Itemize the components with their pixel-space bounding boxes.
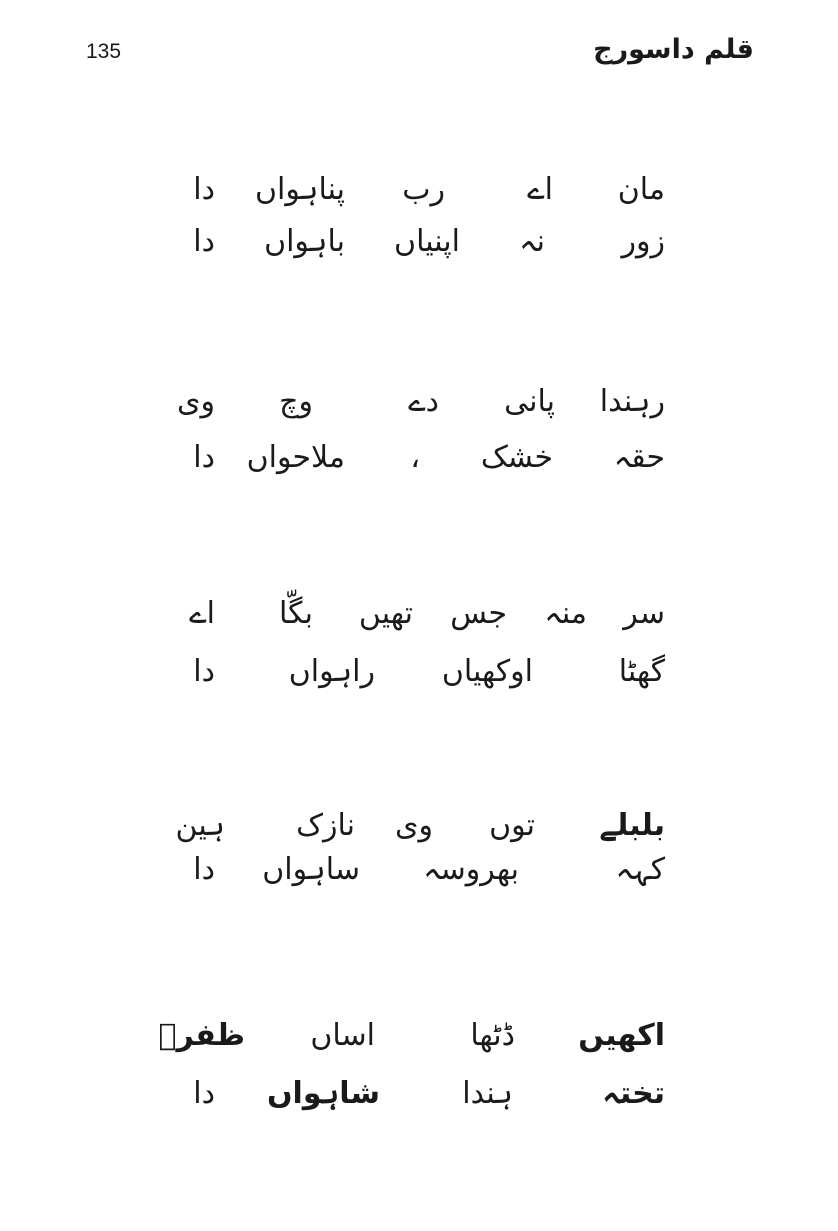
poem-word: زور [621,224,665,259]
poem-word: راہواں [288,654,375,689]
poem-word: دا [193,654,215,689]
poem-word: پانی [504,384,555,419]
poem-word: ، [410,440,420,475]
stanza-2-line-2 [180,434,665,482]
poem-word: مان [617,172,665,207]
poem-word: ملاحواں [246,440,345,475]
stanza-1-line-1 [180,166,665,214]
poem-word: سر [623,596,665,631]
poem-word: جس [450,596,507,631]
poem-word: منہ [544,596,587,631]
poem-word: اپنیاں [394,224,460,259]
poem-word: دا [193,440,215,475]
stanza-5-line-1 [158,1012,665,1060]
stanza-4-line-1 [175,802,665,850]
page-number: 135 [86,40,122,63]
poem-word: دا [193,224,215,259]
running-head-title: قلم داسورج [593,34,754,65]
poem-word: توں [489,808,535,843]
poem-word: پناہواں [255,172,345,207]
poem-word: وی [177,384,215,419]
poem-word: ساہواں [262,852,360,887]
stanza-3-line-2 [180,648,665,696]
poem-word: دا [193,852,215,887]
poem-word: دا [193,172,215,207]
poem-word: بھروسہ [423,852,519,887]
poem-word: اے [189,596,215,631]
stanza-4-line-2 [180,846,665,894]
poem-word: حقہ [613,440,665,475]
poem-word: باہواں [264,224,345,259]
stanza-3-line-1 [180,590,665,638]
poem-word: دے [408,384,439,419]
stanza-1-line-2 [180,218,665,266]
poem-word: اے [527,172,553,207]
poem-word: ظفرؔ [158,1018,245,1053]
poem-word: اکھیں [578,1018,665,1053]
poem-word: کہہ [615,852,665,887]
poem-word: ہین [175,808,225,843]
poem-word: گھٹا [618,654,665,689]
poem-word: بگّا [278,596,313,631]
poem-word: رہندا [599,384,665,419]
poem-word: وچ [279,384,313,419]
poem-word: وی [395,808,433,843]
poem-word: خشک [480,440,553,475]
poem-word: شاہواں [266,1076,380,1111]
poem-word: دا [193,1076,215,1111]
poem-word: ہندا [462,1076,513,1111]
poem-word: بلبلے [599,808,665,843]
poem-word: ڈٹھا [470,1018,515,1053]
poem-word: اساں [310,1018,375,1053]
poem-word: رب [402,172,445,207]
poem-word: نازک [296,808,355,843]
stanza-2-line-1 [177,378,665,426]
stanza-5-line-2 [180,1070,665,1118]
poem-word: تھیں [358,596,413,631]
poem-word: نہ [519,224,545,259]
poem-word: تختہ [602,1076,665,1111]
poem-word: اوکھیاں [441,654,533,689]
